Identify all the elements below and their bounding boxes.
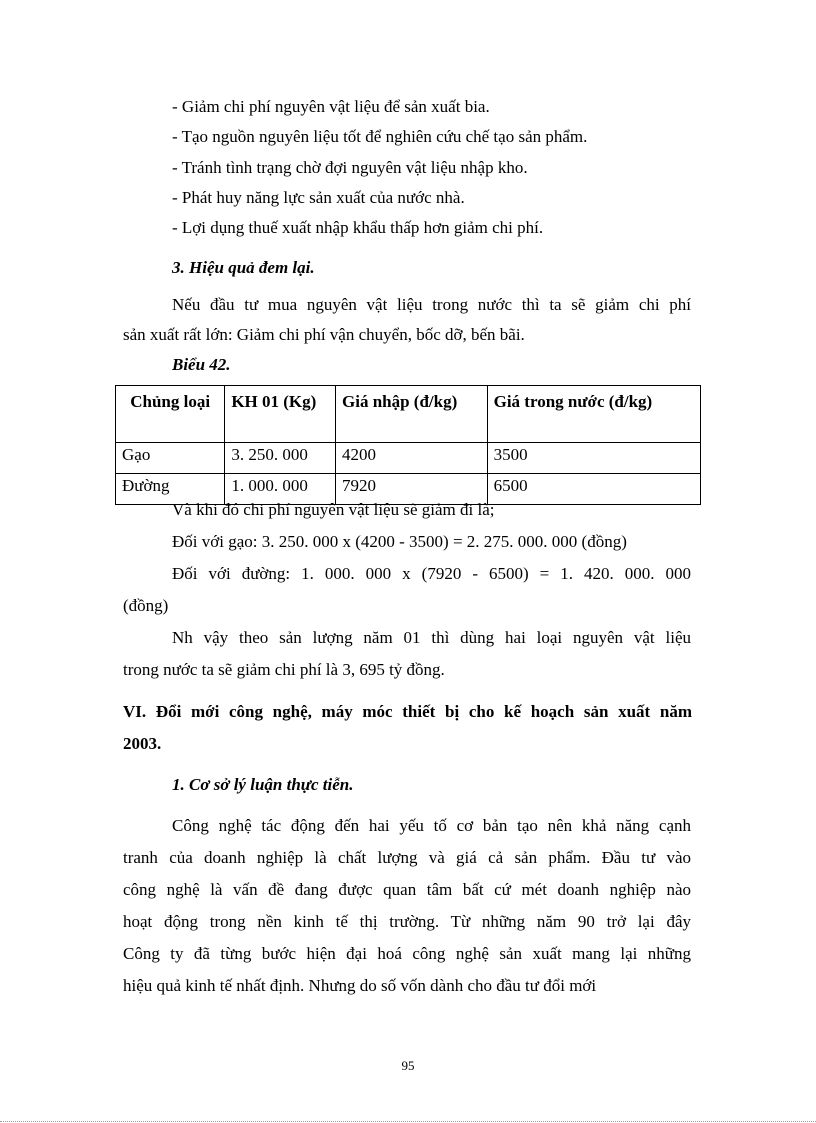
bullet-item: - Tránh tình trạng chờ đợi nguyên vật liệu nhập kho.: [172, 158, 528, 177]
table-cell: Đường: [116, 474, 225, 505]
paragraph-line: Và khi đó chi phí nguyên vật liệu sẽ giảm đi là;: [172, 500, 495, 519]
paragraph-line: Nếu đầu tư mua nguyên vật liệu trong nước thì ta sẽ giảm chi phí: [172, 295, 691, 314]
table-header-cell: Giá nhập (đ/kg): [336, 386, 488, 443]
table-cell: Gạo: [116, 443, 225, 474]
calculation-sugar-unit: (đồng): [123, 596, 169, 615]
page-bottom-rule: [0, 1121, 816, 1122]
paragraph-line: Nh vậy theo sản lượng năm 01 thì dùng hai loại nguyên vật liệu: [172, 628, 691, 647]
paragraph-line: tranh của doanh nghiệp là chất lượng và giá cả sản phẩm. Đầu tư vào: [123, 848, 691, 867]
bullet-item: - Phát huy năng lực sản xuất của nước nhà.: [172, 188, 465, 207]
paragraph-line: hoạt động trong nền kinh tế thị trường. Từ những năm 90 trở lại đây: [123, 912, 691, 931]
table-cell: 3. 250. 000: [225, 443, 336, 474]
paragraph-line: công nghệ là vấn đề đang được quan tâm bất cứ mét doanh nghiệp nào: [123, 880, 691, 899]
table-cell: 4200: [336, 443, 488, 474]
table-header-cell: Chủng loại: [116, 386, 225, 443]
table-cell: 6500: [487, 474, 700, 505]
table-header-cell: Giá trong nước (đ/kg): [487, 386, 700, 443]
section-vi-heading-cont: 2003.: [123, 734, 162, 753]
price-comparison-table: [115, 385, 701, 505]
bullet-item: - Giảm chi phí nguyên vật liệu để sản xuất bia.: [172, 97, 490, 116]
table-cell: 1. 000. 000: [225, 474, 336, 505]
paragraph-line: hiệu quả kinh tế nhất định. Nhưng do số vốn dành cho đầu tư đổi mới: [123, 976, 597, 995]
paragraph-line: sản xuất rất lớn: Giảm chi phí vận chuyển, bốc dỡ, bến bãi.: [123, 325, 525, 344]
table-cell: 3500: [487, 443, 700, 474]
bullet-item: - Lợi dụng thuế xuất nhập khẩu thấp hơn giảm chi phí.: [172, 218, 544, 237]
table-title: Biểu 42.: [172, 355, 231, 374]
section-3-heading: 3. Hiệu quả đem lại.: [172, 258, 315, 277]
table-cell: 7920: [336, 474, 488, 505]
paragraph-line: trong nước ta sẽ giảm chi phí là 3, 695 tỷ đồng.: [123, 660, 445, 679]
table-header-cell: KH 01 (Kg): [225, 386, 336, 443]
calculation-sugar: Đối với đường: 1. 000. 000 x (7920 - 6500) = 1. 420. 000. 000: [172, 564, 691, 583]
paragraph-line: Công ty đã từng bước hiện đại hoá công nghệ sản xuất mang lại những: [123, 944, 691, 963]
page-number: 95: [401, 1058, 415, 1073]
paragraph-line: Công nghệ tác động đến hai yếu tố cơ bản tạo nên khả năng cạnh: [172, 816, 691, 835]
table-header-row: [116, 386, 701, 443]
table-row: [116, 443, 701, 474]
section-1-heading: 1. Cơ sở lý luận thực tiễn.: [172, 775, 354, 794]
section-vi-heading: VI. Đổi mới công nghệ, máy móc thiết bị cho kế hoạch sản xuất năm: [123, 702, 692, 721]
calculation-rice: Đối với gạo: 3. 250. 000 x (4200 - 3500) = 2. 275. 000. 000 (đồng): [172, 532, 627, 551]
bullet-item: - Tạo nguồn nguyên liệu tốt để nghiên cứu chế tạo sản phẩm.: [172, 127, 588, 146]
